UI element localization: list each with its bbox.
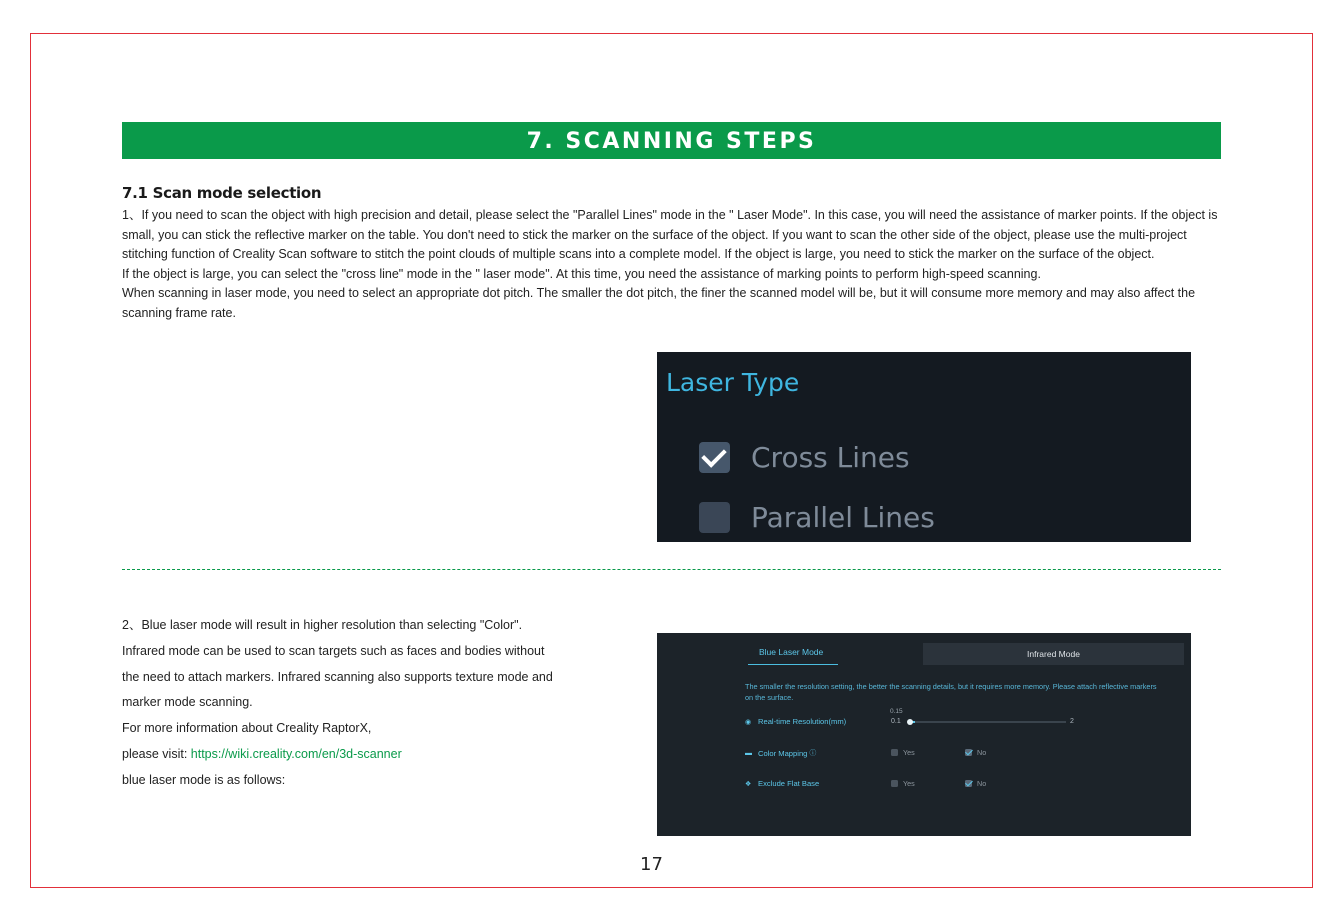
choice-label: No bbox=[977, 748, 987, 757]
help-icon[interactable]: ⓘ bbox=[809, 750, 817, 757]
resolution-description: The smaller the resolution setting, the better the scanning details, but it requires more memory. Please attach reflective markers on the surface. bbox=[745, 682, 1157, 702]
part2-last-line: blue laser mode is as follows: bbox=[122, 772, 286, 787]
part2-line: For more information about Creality RaptorX, bbox=[122, 721, 372, 736]
active-tab-underline bbox=[748, 664, 838, 666]
exclude-flat-base-label: Exclude Flat Base bbox=[758, 779, 820, 788]
page-number: 17 bbox=[640, 854, 663, 875]
checkbox-checked-icon[interactable] bbox=[965, 749, 972, 756]
color-mapping-yes[interactable] bbox=[891, 748, 915, 757]
part2-line: the need to attach markers. Infrared scanning also supports texture mode and bbox=[122, 669, 553, 684]
option-label: Cross Lines bbox=[751, 440, 910, 474]
resolution-label: Real-time Resolution(mm) bbox=[758, 717, 847, 726]
color-mapping-no[interactable] bbox=[965, 748, 986, 757]
choice-label: Yes bbox=[903, 779, 915, 788]
wiki-link[interactable]: https://wiki.creality.com/en/3d-scanner bbox=[190, 746, 402, 761]
resolution-icon: ◉ bbox=[745, 718, 752, 726]
slider-min-value: 0.1 bbox=[891, 718, 901, 725]
checkbox-checked-icon[interactable] bbox=[965, 780, 972, 787]
option-cross-lines[interactable] bbox=[699, 441, 910, 473]
checkbox-unchecked-icon[interactable] bbox=[891, 780, 898, 787]
subsection-heading: 7.1 Scan mode selection bbox=[122, 184, 322, 202]
tab-label: Blue Laser Mode bbox=[759, 647, 824, 657]
resolution-slider-thumb[interactable] bbox=[907, 719, 913, 725]
option-parallel-lines[interactable] bbox=[699, 501, 935, 533]
laser-type-title: Laser Type bbox=[666, 368, 800, 397]
blue-laser-mode-screenshot bbox=[657, 633, 1191, 836]
flat-base-icon: ❖ bbox=[745, 780, 752, 788]
option-label: Parallel Lines bbox=[751, 500, 935, 534]
section-title-banner: 7. SCANNING STEPS bbox=[122, 122, 1221, 159]
exclude-flat-base-row-label bbox=[745, 779, 819, 788]
checkbox-unchecked-icon[interactable] bbox=[699, 502, 730, 533]
dashed-divider bbox=[122, 569, 1221, 570]
part2-line: 2、Blue laser mode will result in higher resolution than selecting "Color". bbox=[122, 618, 523, 632]
checkbox-unchecked-icon[interactable] bbox=[891, 749, 898, 756]
exclude-flat-base-no[interactable] bbox=[965, 779, 986, 788]
paragraph-3: When scanning in laser mode, you need to select an appropriate dot pitch. The smaller the dot pitch, the finer the scanned model will be, but it will consume more memory and may also affect the scanning frame rate. bbox=[122, 286, 1196, 320]
slider-current-value: 0.15 bbox=[890, 708, 903, 715]
color-mapping-label: Color Mapping bbox=[758, 748, 808, 758]
color-mapping-icon: ▬ bbox=[745, 749, 752, 757]
part2-line: Infrared mode can be used to scan targets such as faces and bodies without bbox=[122, 643, 545, 658]
tab-blue-laser-mode[interactable] bbox=[745, 643, 922, 665]
paragraph-2: If the object is large, you can select the "cross line" mode in the " laser mode". At this time, you need the assistance of marking points to perform high-speed scanning. bbox=[122, 266, 1041, 281]
visit-prefix: please visit: bbox=[122, 746, 191, 761]
resolution-slider-track[interactable] bbox=[910, 721, 1066, 723]
checkbox-checked-icon[interactable] bbox=[699, 442, 730, 473]
paragraph-1: 1、If you need to scan the object with high precision and detail, please select the "Parallel Lines" mode in the " Laser Mode". In this case, you will need the assistance of marker points. If the object is small, you can stick the reflective marker on the table. You don't need to stick the marker on the surface of the object. If you want to scan the other side of the object, please use the multi-project stitching function of Creality Scan software to stitch the point clouds of multiple scans into a complete model. If the object is large, you need to stick the marker on the surface of the object. bbox=[122, 208, 1218, 262]
choice-label: No bbox=[977, 779, 987, 788]
color-mapping-row-label bbox=[745, 748, 816, 758]
choice-label: Yes bbox=[903, 748, 915, 757]
resolution-row-label bbox=[745, 717, 846, 726]
part2-line: marker mode scanning. bbox=[122, 695, 253, 710]
laser-type-screenshot bbox=[657, 352, 1191, 542]
mode-tab-bar bbox=[745, 643, 1184, 665]
part2-text bbox=[122, 613, 622, 794]
slider-max-value: 2 bbox=[1070, 718, 1074, 725]
exclude-flat-base-yes[interactable] bbox=[891, 779, 915, 788]
tab-infrared-mode[interactable]: Infrared Mode bbox=[923, 643, 1184, 665]
scan-mode-paragraphs bbox=[122, 206, 1222, 324]
visit-line bbox=[122, 742, 622, 768]
